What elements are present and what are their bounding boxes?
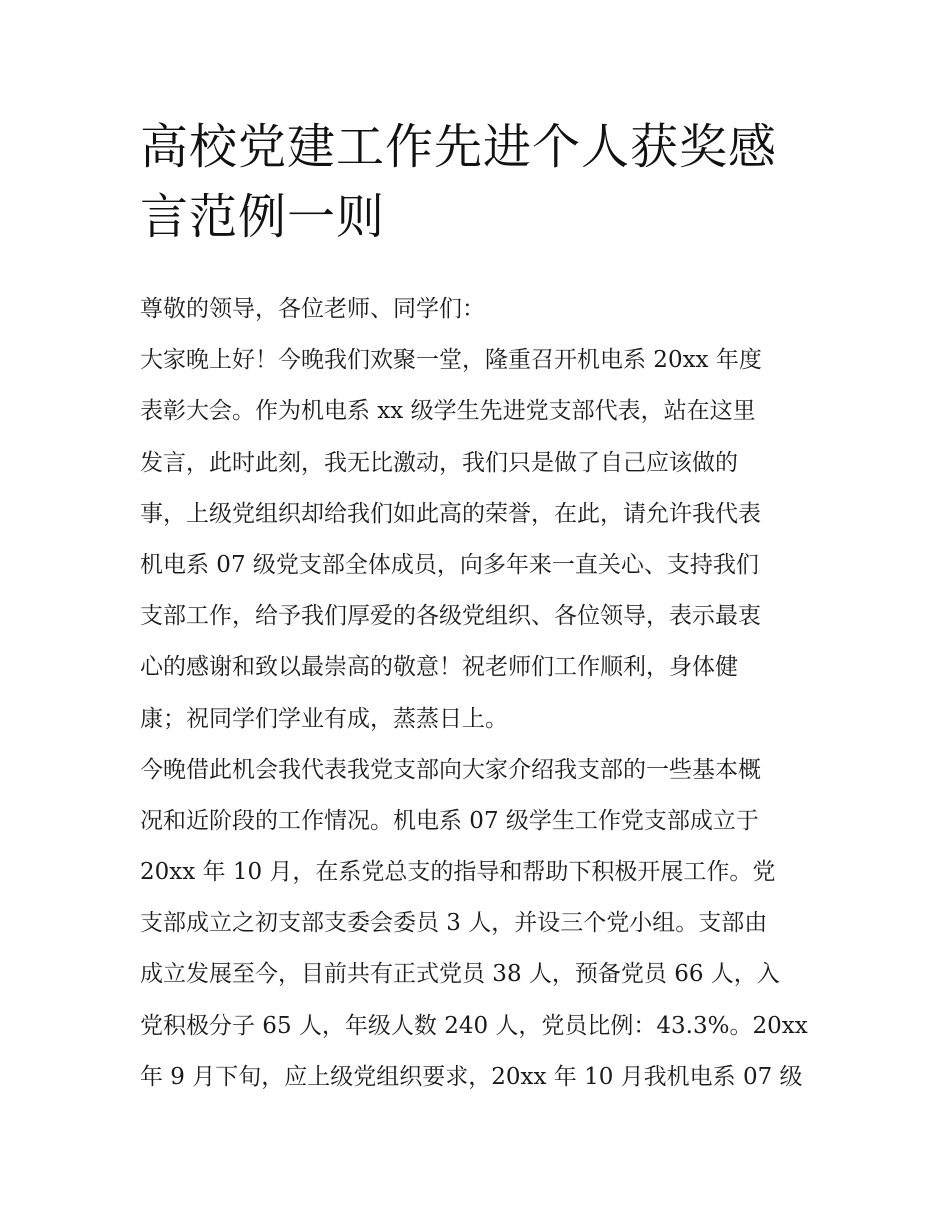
body-line: 表彰大会。作为机电系 xx 级学生先进党支部代表，站在这里 bbox=[140, 398, 756, 425]
body-line: 尊敬的领导，各位老师、同学们： bbox=[140, 296, 485, 322]
body-line: 康；祝同学们学业有成，蒸蒸日上。 bbox=[140, 705, 508, 732]
body-line: 党积极分子 65 人，年级人数 240 人，党员比例：43.3%。20xx bbox=[140, 1012, 808, 1039]
body-line: 况和近阶段的工作情况。机电系 07 级学生工作党支部成立于 bbox=[140, 807, 759, 834]
body-line: 机电系 07 级党支部全体成员，向多年来一直关心、支持我们 bbox=[140, 551, 759, 578]
body-line: 成立发展至今，目前共有正式党员 38 人，预备党员 66 人，入 bbox=[140, 961, 780, 988]
body-line: 支部成立之初支部支委会委员 3 人，并设三个党小组。支部由 bbox=[140, 910, 768, 937]
document-title bbox=[140, 112, 820, 252]
body-line: 大家晚上好！今晚我们欢聚一堂，隆重召开机电系 20xx 年度 bbox=[140, 347, 762, 374]
document-body bbox=[140, 284, 820, 1103]
body-line: 年 9 月下旬，应上级党组织要求，20xx 年 10 月我机电系 07 级 bbox=[140, 1063, 803, 1090]
body-line: 今晚借此机会我代表我党支部向大家介绍我支部的一些基本概 bbox=[140, 756, 761, 783]
body-line: 20xx 年 10 月，在系党总支的指导和帮助下积极开展工作。党 bbox=[140, 859, 776, 886]
body-line: 事，上级党组织却给我们如此高的荣誉，在此，请允许我代表 bbox=[140, 500, 761, 527]
body-line: 心的感谢和致以最崇高的敬意！祝老师们工作顺利，身体健 bbox=[140, 654, 738, 681]
body-line: 支部工作，给予我们厚爱的各级党组织、各位领导，表示最衷 bbox=[140, 603, 761, 630]
title-line: 高校党建工作先进个人获奖感 bbox=[140, 119, 778, 175]
body-line: 发言，此时此刻，我无比激动，我们只是做了自己应该做的 bbox=[140, 449, 738, 476]
title-line: 言范例一则 bbox=[140, 189, 386, 245]
